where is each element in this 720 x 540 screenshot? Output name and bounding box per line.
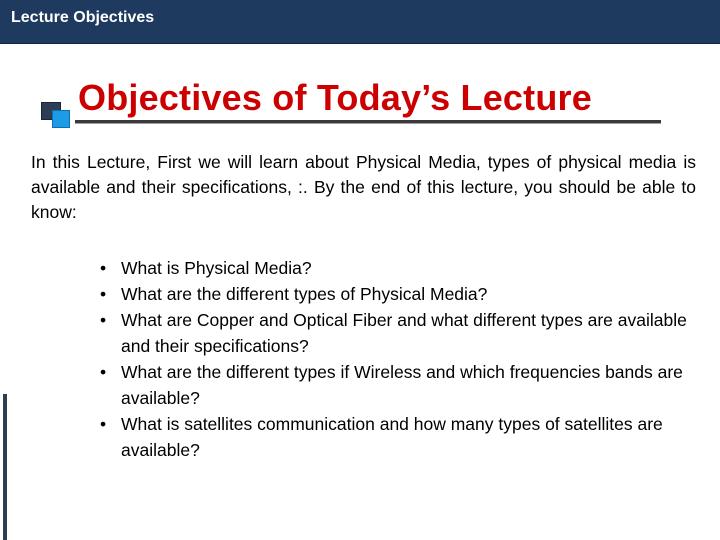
list-item <box>100 255 700 281</box>
objective-text: What is satellites communication and how many types of satellites are available? <box>121 414 663 460</box>
bullet-icon: • <box>100 414 107 434</box>
objective-text: What are Copper and Optical Fiber and what different types are available and their specifications? <box>121 310 687 356</box>
bullet-icon: • <box>100 362 107 382</box>
intro-paragraph: In this Lecture, First we will learn about Physical Media, types of physical media is available and their specifications, :. By the end of this lecture, you should be able to know: <box>31 152 696 222</box>
bullet-icon: • <box>100 310 107 330</box>
objective-text: What is Physical Media? <box>121 258 312 278</box>
list-item <box>100 411 700 463</box>
header-title: Lecture Objectives <box>11 9 155 26</box>
objectives-list <box>100 255 700 463</box>
slide-title: Objectives of Today’s Lecture <box>78 77 592 118</box>
bullet-icon: • <box>100 284 107 304</box>
left-accent-bar <box>3 394 7 540</box>
header-bar <box>0 0 720 44</box>
list-item <box>100 359 700 411</box>
bullet-icon: • <box>100 258 107 278</box>
list-item <box>100 281 700 307</box>
list-item <box>100 307 700 359</box>
objective-text: What are the different types if Wireless and which frequencies bands are available? <box>121 362 683 408</box>
objective-text: What are the different types of Physical Media? <box>121 284 488 304</box>
decorative-square-blue <box>52 110 70 128</box>
title-underline <box>75 120 661 124</box>
